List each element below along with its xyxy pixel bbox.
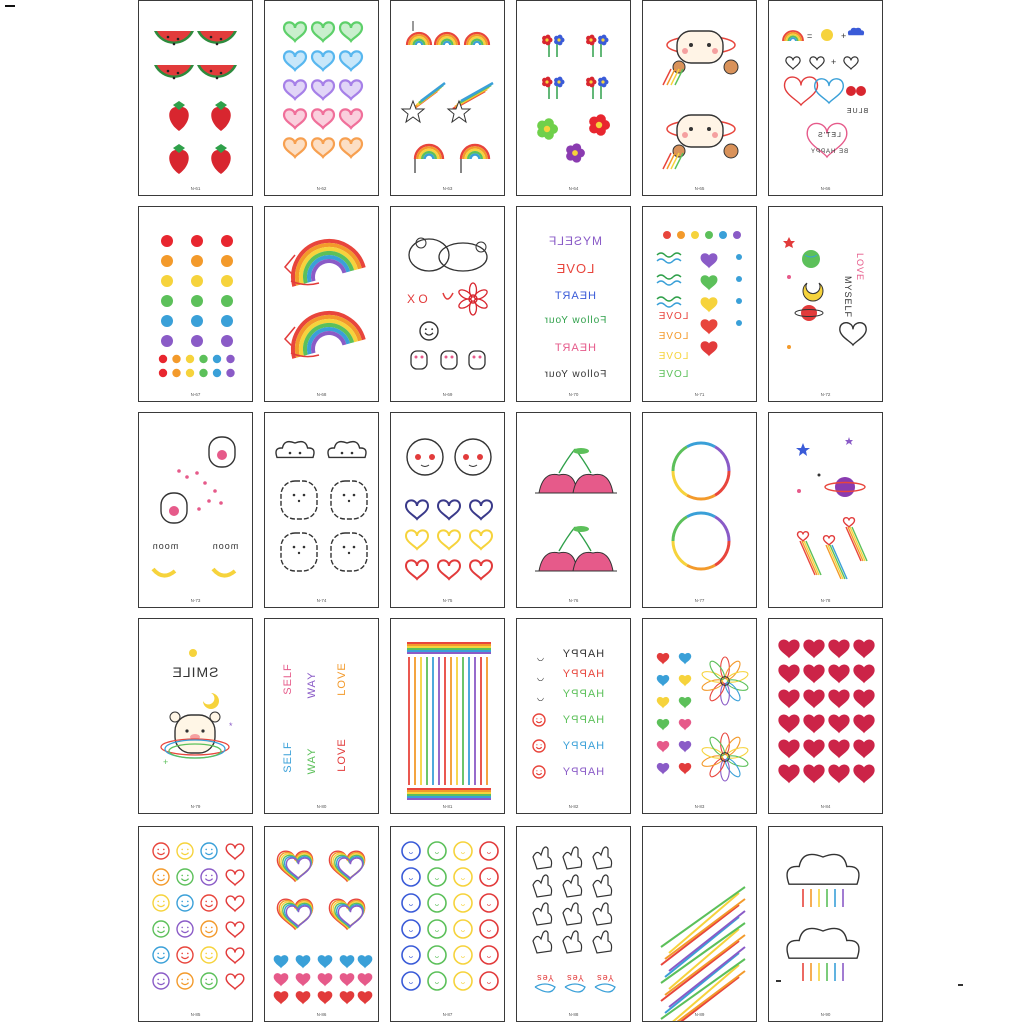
tattoo-text: LOVE — [336, 662, 348, 696]
tattoo-card — [264, 618, 379, 814]
svg-text:ᴗ: ᴗ — [409, 979, 413, 986]
tattoo-text: Yes — [596, 973, 614, 983]
tattoo-text: WAY — [306, 671, 318, 699]
tattoo-text: LOVE — [657, 311, 689, 322]
tattoo-card — [642, 412, 757, 608]
card-code-label: N-82 — [568, 804, 579, 809]
tattoo-art — [643, 413, 757, 608]
tattoo-art — [391, 619, 505, 814]
tattoo-art — [643, 619, 757, 814]
tattoo-card — [516, 826, 631, 1022]
tattoo-card — [768, 412, 883, 608]
svg-text:ᴗ: ᴗ — [435, 953, 439, 960]
card-code-label: N-84 — [820, 804, 831, 809]
tattoo-card — [642, 618, 757, 814]
tattoo-art — [139, 827, 253, 1022]
svg-text:ᴗ: ᴗ — [461, 953, 465, 960]
speck-mark — [776, 980, 781, 982]
tattoo-art — [517, 827, 631, 1022]
tattoo-art — [265, 1, 379, 196]
svg-text:ᴗ: ᴗ — [435, 901, 439, 908]
tattoo-card — [642, 0, 757, 196]
svg-text:+: + — [841, 31, 847, 41]
svg-text:ᴗ: ᴗ — [435, 927, 439, 934]
tattoo-art — [265, 827, 379, 1022]
svg-text:ᴗ: ᴗ — [487, 901, 491, 908]
tattoo-art — [139, 207, 253, 402]
svg-text:ᴗ: ᴗ — [435, 875, 439, 882]
tattoo-card — [264, 206, 379, 402]
card-code-label: N-69 — [442, 392, 453, 397]
svg-text:ᴗ: ᴗ — [409, 875, 413, 882]
card-code-label: N-68 — [316, 392, 327, 397]
tattoo-art — [769, 207, 883, 402]
card-code-label: N-63 — [442, 186, 453, 191]
svg-text:◡: ◡ — [537, 653, 544, 662]
tattoo-text: LOVE — [657, 351, 689, 362]
tattoo-card — [516, 618, 631, 814]
tattoo-text: LOVE — [855, 252, 865, 282]
corner-mark — [5, 5, 15, 7]
svg-text:ᴗ: ᴗ — [435, 979, 439, 986]
tattoo-text: HEART — [553, 290, 597, 302]
card-code-label: N-64 — [568, 186, 579, 191]
tattoo-text: Follow Your — [543, 369, 607, 380]
card-code-label: N-90 — [820, 1012, 831, 1017]
svg-text:ᴗ: ᴗ — [461, 875, 465, 882]
tattoo-text: LET'S — [817, 132, 841, 139]
svg-text:ᴗ: ᴗ — [487, 875, 491, 882]
tattoo-text: HEART — [553, 342, 597, 354]
tattoo-text: HAPPY — [561, 766, 605, 778]
card-code-label: N-62 — [316, 186, 327, 191]
tattoo-card — [138, 0, 253, 196]
card-code-label: N-67 — [190, 392, 201, 397]
tattoo-art — [391, 413, 505, 608]
tattoo-card — [138, 206, 253, 402]
tattoo-card — [768, 618, 883, 814]
card-code-label: N-79 — [190, 804, 201, 809]
card-code-label: N-78 — [820, 598, 831, 603]
card-code-label: N-66 — [820, 186, 831, 191]
speck-mark — [958, 984, 963, 986]
svg-text:◡: ◡ — [537, 693, 544, 702]
card-code-label: N-89 — [694, 1012, 705, 1017]
tattoo-art — [139, 1, 253, 196]
tattoo-art — [139, 413, 253, 608]
tattoo-art — [517, 619, 631, 814]
tattoo-art — [643, 827, 757, 1022]
card-code-label: N-77 — [694, 598, 705, 603]
tattoo-text: HAPPY — [561, 714, 605, 726]
tattoo-text: SELF — [282, 663, 294, 695]
tattoo-card — [768, 826, 883, 1022]
tattoo-art — [391, 827, 505, 1022]
card-code-label: N-80 — [316, 804, 327, 809]
svg-text:X O: X O — [407, 292, 428, 306]
svg-text:=: = — [807, 31, 813, 41]
tattoo-card — [264, 0, 379, 196]
tattoo-card — [138, 412, 253, 608]
tattoo-art — [391, 1, 505, 196]
tattoo-card — [138, 618, 253, 814]
tattoo-text: WAY — [306, 747, 318, 775]
card-code-label: N-76 — [568, 598, 579, 603]
svg-text:ᴗ: ᴗ — [409, 953, 413, 960]
card-code-label: N-75 — [442, 598, 453, 603]
svg-text:ᴗ: ᴗ — [487, 927, 491, 934]
tattoo-art — [643, 1, 757, 196]
tattoo-art — [643, 207, 757, 402]
tattoo-text: HAPPY — [561, 688, 605, 700]
tattoo-card — [390, 412, 505, 608]
tattoo-card — [516, 206, 631, 402]
tattoo-art — [769, 413, 883, 608]
tattoo-card — [516, 0, 631, 196]
card-code-label: N-61 — [190, 186, 201, 191]
card-code-label: N-86 — [316, 1012, 327, 1017]
svg-text:ᴗ: ᴗ — [409, 927, 413, 934]
svg-text:+: + — [163, 757, 169, 767]
tattoo-text: LOVE — [555, 261, 595, 276]
tattoo-card — [390, 206, 505, 402]
svg-text:ᴗ: ᴗ — [435, 849, 439, 856]
tattoo-text: LOVE — [657, 331, 689, 342]
tattoo-art — [769, 827, 883, 1022]
tattoo-text: moon — [151, 541, 179, 551]
card-code-label: N-81 — [442, 804, 453, 809]
tattoo-card — [264, 412, 379, 608]
tattoo-art — [265, 619, 379, 814]
svg-text:ᴗ: ᴗ — [461, 979, 465, 986]
svg-text:◡: ◡ — [537, 673, 544, 682]
card-code-label: N-73 — [190, 598, 201, 603]
svg-text:*: * — [229, 721, 233, 731]
tattoo-card — [390, 826, 505, 1022]
tattoo-text: HAPPY — [561, 740, 605, 752]
tattoo-text: LOVE — [657, 369, 689, 380]
tattoo-card — [390, 0, 505, 196]
tattoo-text: MYSELF — [547, 234, 603, 248]
tattoo-text: SMILE — [171, 664, 219, 680]
svg-text:ᴗ: ᴗ — [487, 953, 491, 960]
card-code-label: N-87 — [442, 1012, 453, 1017]
tattoo-text: BLUE — [845, 108, 869, 115]
svg-text:ᴗ: ᴗ — [461, 927, 465, 934]
tattoo-card — [642, 206, 757, 402]
tattoo-text: MYSELF — [843, 275, 853, 319]
card-code-label: N-70 — [568, 392, 579, 397]
tattoo-sheet-grid — [138, 0, 886, 1024]
tattoo-card — [264, 826, 379, 1022]
card-code-label: N-71 — [694, 392, 705, 397]
svg-text:ᴗ: ᴗ — [461, 901, 465, 908]
card-code-label: N-72 — [820, 392, 831, 397]
tattoo-art — [265, 413, 379, 608]
card-code-label: N-74 — [316, 598, 327, 603]
svg-text:ᴗ: ᴗ — [409, 901, 413, 908]
tattoo-art — [517, 1, 631, 196]
tattoo-text: Yes — [536, 973, 554, 983]
tattoo-art — [769, 619, 883, 814]
card-code-label: N-83 — [694, 804, 705, 809]
card-code-label: N-88 — [568, 1012, 579, 1017]
tattoo-card — [516, 412, 631, 608]
tattoo-text: BE HAPPY — [809, 149, 849, 155]
card-code-label: N-65 — [694, 186, 705, 191]
tattoo-art — [139, 619, 253, 814]
svg-text:ᴗ: ᴗ — [487, 979, 491, 986]
tattoo-card — [768, 0, 883, 196]
tattoo-art — [517, 413, 631, 608]
tattoo-text: HAPPY — [561, 648, 605, 660]
svg-text:ᴗ: ᴗ — [461, 849, 465, 856]
tattoo-card — [138, 826, 253, 1022]
tattoo-art — [517, 207, 631, 402]
tattoo-text: HAPPY — [561, 668, 605, 680]
tattoo-art — [265, 207, 379, 402]
tattoo-text: LOVE — [336, 738, 348, 772]
tattoo-card — [642, 826, 757, 1022]
svg-text:ᴗ: ᴗ — [487, 849, 491, 856]
tattoo-text: moon — [211, 541, 239, 551]
card-code-label: N-85 — [190, 1012, 201, 1017]
svg-text:ᴗ: ᴗ — [409, 849, 413, 856]
tattoo-text: SELF — [282, 741, 294, 773]
svg-text:+: + — [831, 57, 837, 67]
tattoo-text: Yes — [566, 973, 584, 983]
tattoo-art — [391, 207, 505, 402]
tattoo-card — [390, 618, 505, 814]
tattoo-art — [769, 1, 883, 196]
tattoo-card — [768, 206, 883, 402]
tattoo-text: Follow Your — [543, 315, 607, 326]
